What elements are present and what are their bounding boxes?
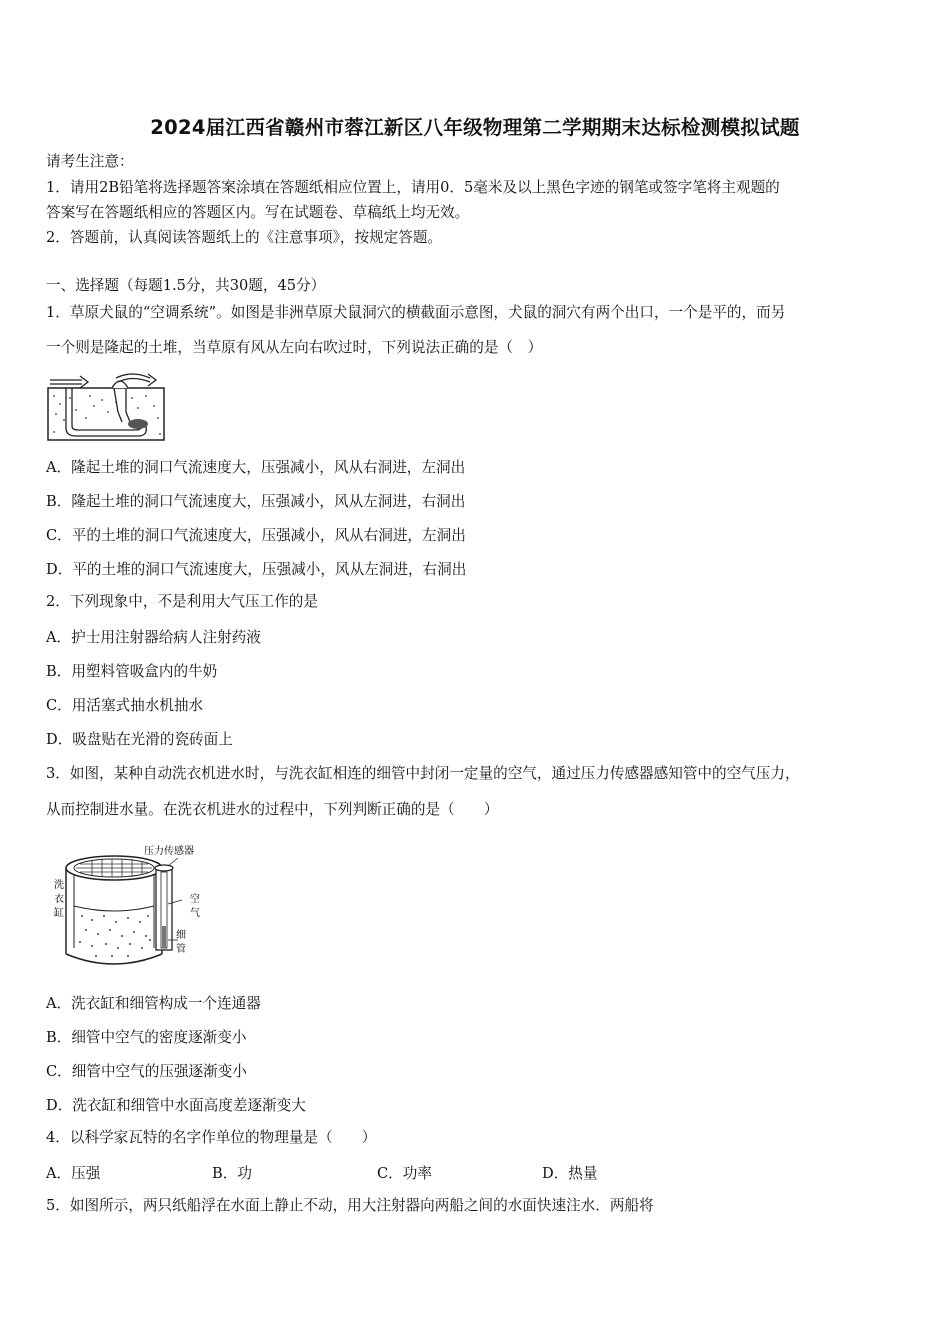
q3-stem-line1: 3．如图，某种自动洗衣机进水时，与洗衣缸相连的细管中封闭一定量的空气，通过压力传感器感知管中的空气压力， — [46, 765, 800, 782]
q2-option-d: D．吸盘贴在光滑的瓷砖面上 — [46, 731, 233, 748]
q2-option-a: A．护士用注射器给病人注射药液 — [46, 629, 261, 646]
fig-label-sensor: 压力传感器 — [144, 846, 194, 857]
q4-option-a: A．压强 — [46, 1165, 101, 1182]
q2-option-c: C．用活塞式抽水机抽水 — [46, 697, 204, 714]
page-title: 2024届江西省赣州市蓉江新区八年级物理第二学期期末达标检测模拟试题 — [150, 116, 800, 139]
q2-stem: 2．下列现象中，不是利用大气压工作的是 — [46, 593, 318, 610]
fig-label-tub-3: 缸 — [54, 908, 64, 919]
q3-stem-line2: 从而控制进水量。在洗衣机进水的过程中，下列判断正确的是（ ） — [46, 801, 499, 818]
q4-option-b: B．功 — [212, 1165, 252, 1182]
notice-heading: 请考生注意： — [46, 153, 134, 170]
q1-option-b: B．隆起土堆的洞口气流速度大，压强减小，风从左洞进，右洞出 — [46, 493, 466, 510]
fig-label-tube-1: 细 — [176, 930, 186, 941]
burrow-figure — [46, 372, 166, 442]
fig-label-tub-1: 洗 — [54, 880, 64, 891]
fig-label-tube-2: 管 — [176, 944, 186, 955]
q1-stem-line2: 一个则是隆起的土堆，当草原有风从左向右吹过时，下列说法正确的是（ ） — [46, 339, 543, 356]
fig-label-air-2: 气 — [190, 908, 200, 919]
q3-option-a: A．洗衣缸和细管构成一个连通器 — [46, 995, 261, 1012]
q4-stem: 4．以科学家瓦特的名字作单位的物理量是（ ） — [46, 1129, 377, 1146]
q1-stem-line1: 1．草原犬鼠的“空调系统”。如图是非洲草原犬鼠洞穴的横截面示意图，犬鼠的洞穴有两个出口，一个是平的，而另 — [46, 304, 786, 321]
fig-label-tub-2: 衣 — [54, 894, 64, 905]
q2-option-b: B．用塑料管吸盒内的牛奶 — [46, 663, 218, 680]
q1-option-a: A．隆起土堆的洞口气流速度大，压强减小，风从右洞进，左洞出 — [46, 459, 466, 476]
q1-option-d: D．平的土堆的洞口气流速度大，压强减小，风从左洞进，右洞出 — [46, 561, 467, 578]
q5-stem: 5．如图所示，两只纸船浮在水面上静止不动，用大注射器向两船之间的水面快速注水．两船将 — [46, 1197, 654, 1214]
q4-option-d: D．热量 — [542, 1165, 598, 1182]
washing-machine-figure — [52, 844, 222, 976]
q3-option-b: B．细管中空气的密度逐渐变小 — [46, 1029, 247, 1046]
section-heading: 一、选择题（每题1.5分，共30题，45分） — [46, 277, 326, 294]
q1-option-c: C．平的土堆的洞口气流速度大，压强减小，风从右洞进，左洞出 — [46, 527, 466, 544]
notice-line-1b: 答案写在答题纸相应的答题区内。写在试题卷、草稿纸上均无效。 — [46, 204, 470, 221]
notice-line-2: 2．答题前，认真阅读答题纸上的《注意事项》，按规定答题。 — [46, 229, 443, 246]
q3-option-c: C．细管中空气的压强逐渐变小 — [46, 1063, 247, 1080]
q4-option-c: C．功率 — [377, 1165, 432, 1182]
fig-label-air-1: 空 — [190, 894, 200, 905]
notice-line-1a: 1．请用2B铅笔将选择题答案涂填在答题纸相应位置上，请用0．5毫米及以上黑色字迹的钢笔或签字笔将主观题的 — [46, 179, 780, 196]
q3-option-d: D．洗衣缸和细管中水面高度差逐渐变大 — [46, 1097, 306, 1114]
